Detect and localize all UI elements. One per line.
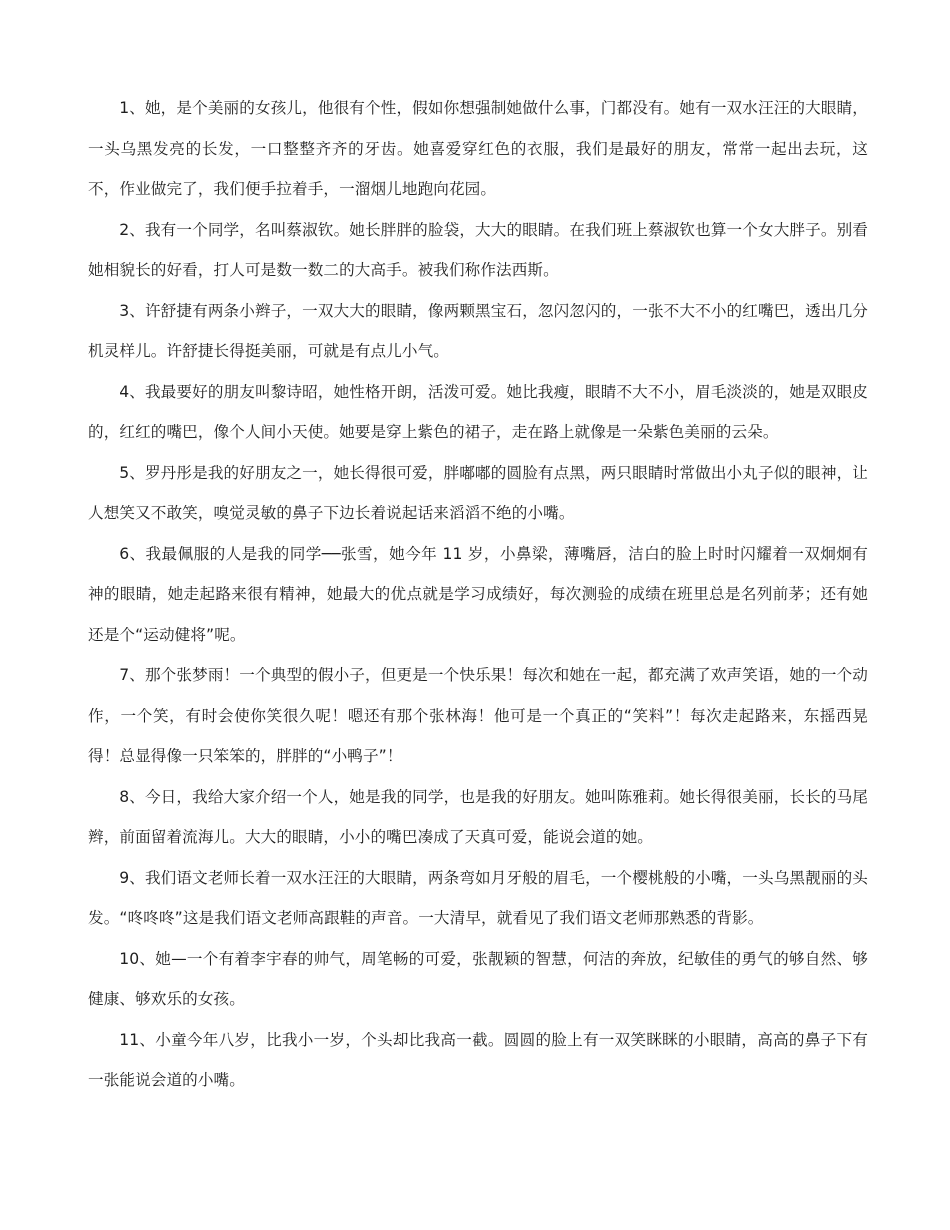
paragraph-2: 2、我有一个同学，名叫蔡淑钦。她长胖胖的脸袋，大大的眼睛。在我们班上蔡淑钦也算一个女大胖子。别看她相貌长的好看，打人可是数一数二的大高手。被我们称作法西斯。 [88,220,868,279]
paragraph-4: 4、我最要好的朋友叫黎诗昭，她性格开朗，活泼可爱。她比我瘦，眼睛不大不小，眉毛淡淡的，她是双眼皮的，红红的嘴巴，像个人间小天使。她要是穿上紫色的裙子，走在路上就像是一朵紫色美丽的云朵。 [88,382,868,441]
paragraph-8: 8、今日，我给大家介绍一个人，她是我的同学，也是我的好朋友。她叫陈雅莉。她长得很美丽，长长的马尾辫，前面留着流海儿。大大的眼睛，小小的嘴巴凑成了天真可爱，能说会道的她。 [88,787,868,846]
paragraph-3: 3、许舒捷有两条小辫子，一双大大的眼睛，像两颗黑宝石，忽闪忽闪的，一张不大不小的红嘴巴，透出几分机灵样儿。许舒捷长得挺美丽，可就是有点儿小气。 [88,301,868,360]
paragraph-7: 7、那个张梦雨！一个典型的假小子，但更是一个快乐果！每次和她在一起，都充满了欢声笑语，她的一个动作，一个笑，有时会使你笑很久呢！嗯还有那个张林海！他可是一个真正的“笑料”！每次走起路来，东摇西晃得！总显得像一只笨笨的，胖胖的“小鸭子”！ [88,666,868,765]
paragraph-6: 6、我最佩服的人是我的同学──张雪，她今年 11 岁，小鼻梁，薄嘴唇，洁白的脸上时时闪耀着一双炯炯有神的眼睛，她走起路来很有精神，她最大的优点就是学习成绩好，每次测验的成绩在班里总是名列前茅；还有她还是个“运动健将”呢。 [88,544,868,644]
document-body [88,88,868,1101]
paragraph-10: 10、她—一个有着李宇春的帅气，周笔畅的可爱，张靓颖的智慧，何洁的奔放，纪敏佳的勇气的够自然、够健康、够欢乐的女孩。 [88,949,868,1008]
paragraph-9: 9、我们语文老师长着一双水汪汪的大眼睛，两条弯如月牙般的眉毛，一个樱桃般的小嘴，一头乌黑靓丽的头发。“咚咚咚”这是我们语文老师高跟鞋的声音。一大清早，就看见了我们语文老师那熟悉的背影。 [88,868,868,927]
paragraph-1: 1、她，是个美丽的女孩儿，他很有个性，假如你想强制她做什么事，门都没有。她有一双水汪汪的大眼睛，一头乌黑发亮的长发，一口整整齐齐的牙齿。她喜爱穿红色的衣服，我们是最好的朋友，常常一起出去玩，这不，作业做完了，我们便手拉着手，一溜烟儿地跑向花园。 [88,99,868,198]
paragraph-11: 11、小童今年八岁，比我小一岁，个头却比我高一截。圆圆的脸上有一双笑眯眯的小眼睛，高高的鼻子下有一张能说会道的小嘴。 [88,1030,868,1089]
paragraph-5: 5、罗丹彤是我的好朋友之一，她长得很可爱，胖嘟嘟的圆脸有点黑，两只眼睛时常做出小丸子似的眼神，让人想笑又不敢笑，嗅觉灵敏的鼻子下边长着说起话来滔滔不绝的小嘴。 [88,463,868,522]
